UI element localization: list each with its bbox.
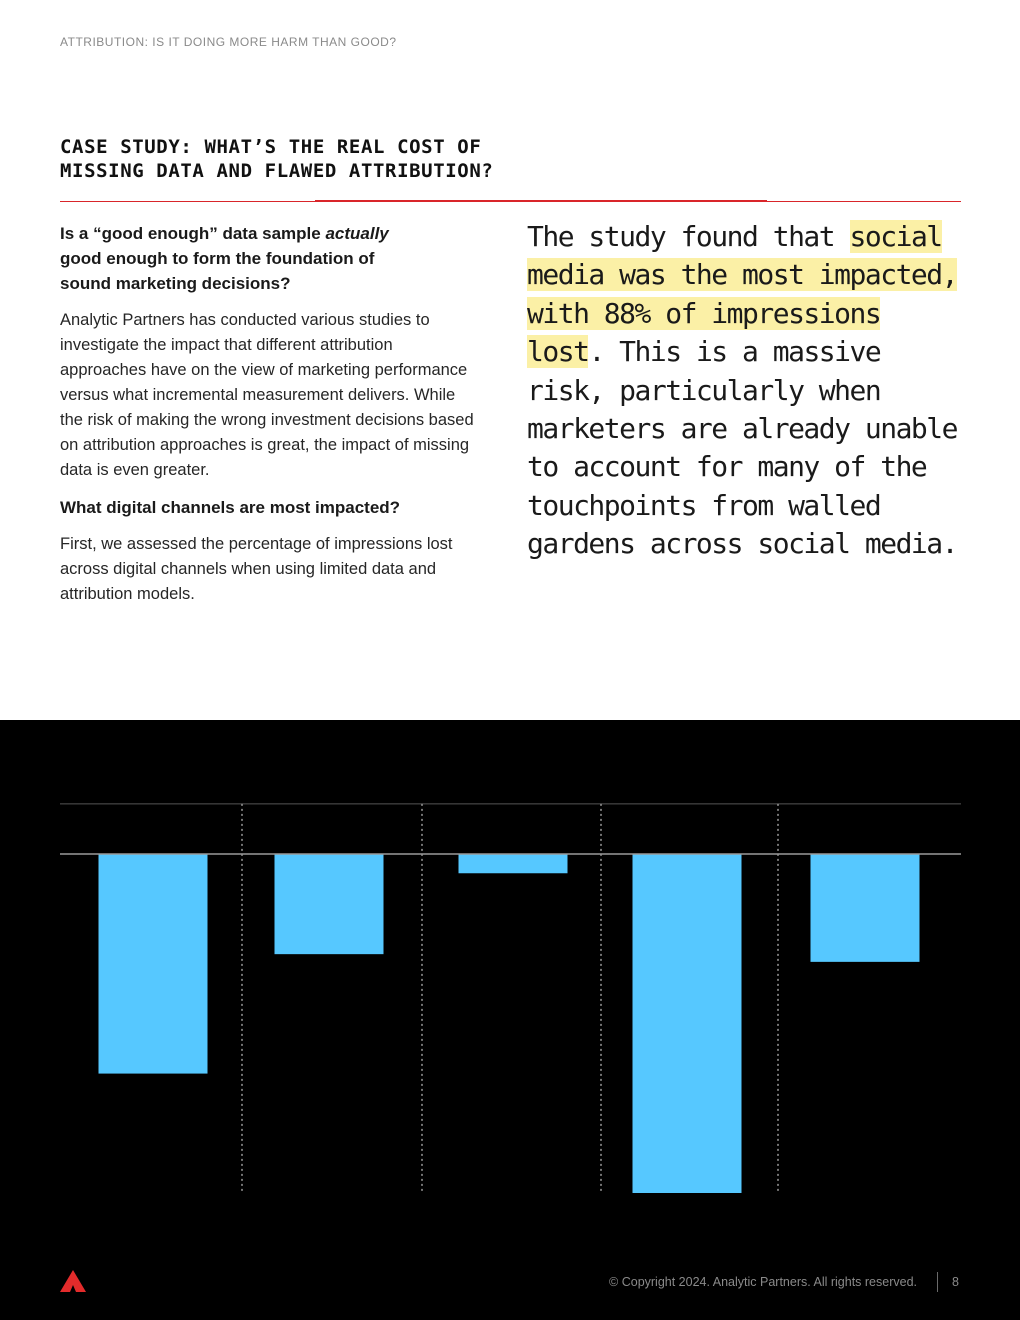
chart-bar-1 [99,854,208,1074]
question-heading-1 [60,221,420,296]
analytic-partners-logo-icon [60,1270,86,1292]
impressions-lost-chart [0,720,1020,1320]
running-header: ATTRIBUTION: IS IT DOING MORE HARM THAN GOOD? [60,35,397,49]
pull-quote-lead: The study found that [527,220,850,253]
chart-bar-5 [811,854,920,962]
question-1-part-a: Is a “good enough” data sample [60,224,326,243]
pull-quote [527,218,967,564]
section-title-line-1: CASE STUDY: WHAT’S THE REAL COST OF [60,136,482,158]
intro-paragraph: Analytic Partners has conducted various studies to investigate the impact that different attribution approaches have on the view of marketing performance versus what incremental measurement delivers. While the risk of making the wrong investment decisions based on attribution approaches is great, the impact of missing data is even greater. [60,311,474,479]
chart-bar-3 [459,854,568,873]
left-column [60,221,480,619]
footer-divider [937,1272,938,1292]
page-number: 8 [952,1275,959,1289]
method-paragraph: First, we assessed the percentage of impressions lost across digital channels when using limited data and attribution models. [60,535,453,603]
section-title [60,135,493,183]
question-1-part-b: good enough to form the foundation of sound marketing decisions? [60,249,375,293]
pull-quote-highlight: social media was the most impacted, with 88% of impressions lost [527,220,958,369]
chart-bar-2 [275,854,384,954]
question-1-emphasis: actually [325,224,389,243]
copyright-notice: © Copyright 2024. Analytic Partners. All rights reserved. [609,1275,917,1289]
question-heading-2: What digital channels are most impacted? [60,498,401,517]
pull-quote-tail: . This is a massive risk, particularly when marketers are already unable to account for many of the touchpoints from walled gardens across social media. [527,335,958,561]
chart-bar-4 [633,854,742,1193]
title-divider-accent [315,200,767,202]
section-title-line-2: MISSING DATA AND FLAWED ATTRIBUTION? [60,160,494,182]
chart-canvas [0,720,1020,1320]
